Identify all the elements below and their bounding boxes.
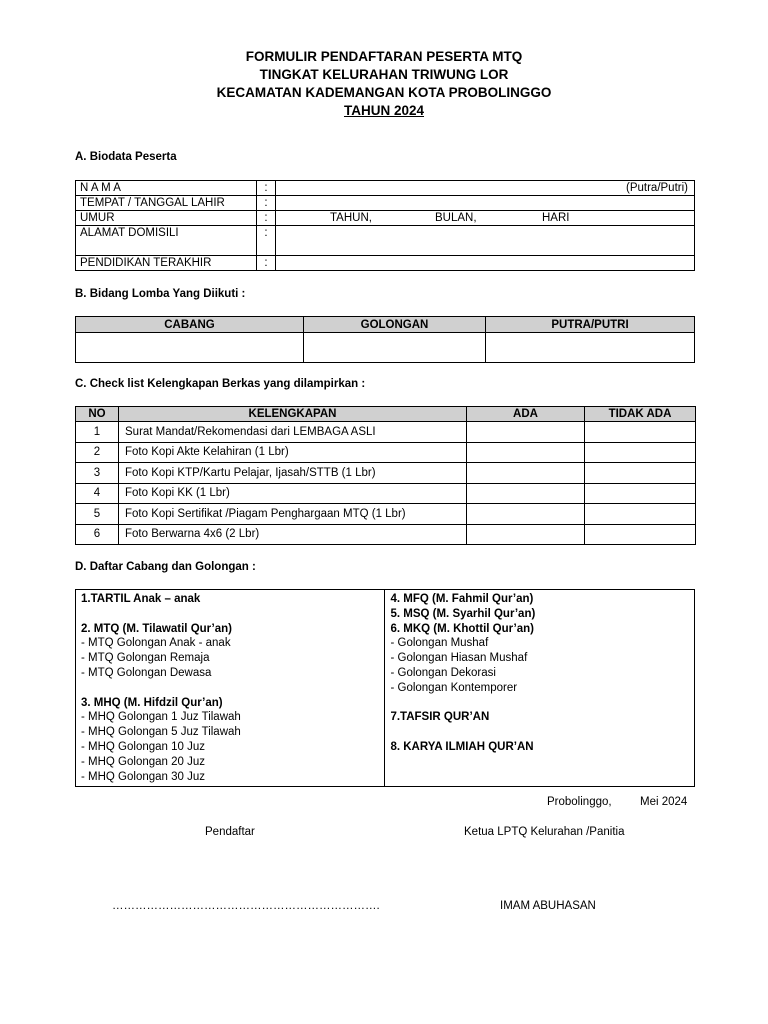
field-nama[interactable] bbox=[276, 181, 695, 196]
checkbox-tidak-ada[interactable] bbox=[585, 442, 696, 463]
signature-ketua-label: Ketua LPTQ Kelurahan /Panitia bbox=[464, 826, 625, 838]
row-item: Foto Kopi Akte Kelahiran (1 Lbr) bbox=[119, 442, 467, 463]
table-row bbox=[76, 442, 696, 463]
right-column bbox=[385, 590, 695, 787]
checkbox-ada[interactable] bbox=[467, 442, 585, 463]
col-tidak-ada: TIDAK ADA bbox=[585, 407, 696, 422]
table-row bbox=[76, 483, 696, 504]
checkbox-tidak-ada[interactable] bbox=[585, 483, 696, 504]
row-no: 6 bbox=[76, 524, 119, 545]
left-column bbox=[76, 590, 385, 787]
table-row bbox=[76, 524, 696, 545]
field-golongan[interactable] bbox=[304, 333, 486, 363]
table-header-row bbox=[76, 317, 695, 333]
checkbox-ada[interactable] bbox=[467, 483, 585, 504]
field-alamat[interactable] bbox=[276, 226, 695, 256]
cabang-mfq: 4. MFQ (M. Fahmil Qur’an) bbox=[390, 593, 534, 605]
row-no: 2 bbox=[76, 442, 119, 463]
row-item: Surat Mandat/Rekomendasi dari LEMBAGA ASLI bbox=[119, 422, 467, 443]
list-item: - MTQ Golongan Remaja bbox=[81, 652, 210, 665]
cabang-mhq: 3. MHQ (M. Hifdzil Qur’an) bbox=[81, 696, 223, 709]
row-no: 1 bbox=[76, 422, 119, 443]
field-cabang[interactable] bbox=[76, 333, 304, 363]
list-item: - MHQ Golongan 5 Juz Tilawah bbox=[81, 726, 241, 739]
biodata-table bbox=[75, 180, 695, 271]
label-nama: N A M A bbox=[76, 181, 257, 196]
label-pendidikan: PENDIDIKAN TERAKHIR bbox=[76, 256, 257, 271]
label-alamat: ALAMAT DOMISILI bbox=[76, 226, 257, 256]
list-item: - MHQ Golongan 20 Juz bbox=[81, 755, 206, 768]
list-item: - Golongan Hiasan Mushaf bbox=[390, 652, 528, 665]
row-item: Foto Kopi Sertifikat /Piagam Penghargaan MTQ (1 Lbr) bbox=[119, 504, 467, 525]
row-item: Foto Kopi KK (1 Lbr) bbox=[119, 483, 467, 504]
checkbox-ada[interactable] bbox=[467, 463, 585, 484]
cabang-msq: 5. MSQ (M. Syarhil Qur’an) bbox=[390, 607, 536, 620]
colon: : bbox=[257, 226, 276, 256]
list-item: - Golongan Kontemporer bbox=[390, 681, 518, 694]
colon: : bbox=[257, 211, 276, 226]
col-putra-putri: PUTRA/PUTRI bbox=[486, 317, 695, 333]
cabang-tafsir: 7.TAFSIR QUR’AN bbox=[390, 711, 490, 724]
footer-date: Mei 2024 bbox=[640, 796, 688, 808]
umur-bulan: BULAN, bbox=[435, 212, 477, 224]
col-cabang: CABANG bbox=[76, 317, 304, 333]
cabang-mtq: 2. MTQ (M. Tilawatil Qur’an) bbox=[81, 622, 233, 635]
field-pendidikan[interactable] bbox=[276, 256, 695, 271]
field-ttl[interactable] bbox=[276, 196, 695, 211]
daftar-cabang-table bbox=[75, 589, 695, 787]
checkbox-ada[interactable] bbox=[467, 524, 585, 545]
checkbox-tidak-ada[interactable] bbox=[585, 504, 696, 525]
cabang-tartil: 1.TARTIL Anak – anak bbox=[81, 593, 201, 605]
row-no: 5 bbox=[76, 504, 119, 525]
field-umur[interactable] bbox=[276, 211, 695, 226]
col-golongan: GOLONGAN bbox=[304, 317, 486, 333]
cabang-mkq: 6. MKQ (M. Khottil Qur’an) bbox=[390, 622, 534, 635]
header-year: TAHUN 2024 bbox=[343, 103, 425, 118]
label-ttl: TEMPAT / TANGGAL LAHIR bbox=[76, 196, 257, 211]
row-no: 3 bbox=[76, 463, 119, 484]
checklist-table bbox=[75, 406, 696, 545]
section-c-title: C. Check list Kelengkapan Berkas yang dilampirkan : bbox=[75, 378, 366, 390]
signature-ketua-name: IMAM ABUHASAN bbox=[500, 900, 596, 912]
header-line-1: FORMULIR PENDAFTARAN PESERTA MTQ bbox=[245, 49, 523, 64]
table-row bbox=[76, 256, 695, 271]
umur-hari: HARI bbox=[542, 212, 570, 224]
row-no: 4 bbox=[76, 483, 119, 504]
section-a-title: A. Biodata Peserta bbox=[75, 151, 177, 163]
col-no: NO bbox=[76, 407, 119, 422]
gender-hint: (Putra/Putri) bbox=[626, 182, 688, 194]
field-putra-putri[interactable] bbox=[486, 333, 695, 363]
signature-line[interactable]: ……………………………………………………………. bbox=[112, 900, 380, 912]
col-kelengkapan: KELENGKAPAN bbox=[119, 407, 467, 422]
checkbox-ada[interactable] bbox=[467, 422, 585, 443]
table-row bbox=[76, 504, 696, 525]
signature-pendaftar-label: Pendaftar bbox=[205, 826, 255, 838]
section-b-title: B. Bidang Lomba Yang Diikuti : bbox=[75, 288, 246, 300]
checkbox-tidak-ada[interactable] bbox=[585, 422, 696, 443]
colon: : bbox=[257, 181, 276, 196]
table-row bbox=[76, 181, 695, 196]
umur-tahun: TAHUN, bbox=[330, 212, 372, 224]
bidang-lomba-table bbox=[75, 316, 695, 363]
list-item: - MTQ Golongan Dewasa bbox=[81, 666, 212, 679]
list-item: - MTQ Golongan Anak - anak bbox=[81, 637, 231, 650]
table-row bbox=[76, 196, 695, 211]
table-row bbox=[76, 590, 695, 787]
checkbox-ada[interactable] bbox=[467, 504, 585, 525]
table-row bbox=[76, 422, 696, 443]
table-row bbox=[76, 333, 695, 363]
list-item: - MHQ Golongan 30 Juz bbox=[81, 770, 206, 783]
col-ada: ADA bbox=[467, 407, 585, 422]
list-item: - MHQ Golongan 10 Juz bbox=[81, 740, 206, 753]
header-line-3: KECAMATAN KADEMANGAN KOTA PROBOLINGGO bbox=[216, 85, 552, 100]
checkbox-tidak-ada[interactable] bbox=[585, 524, 696, 545]
checkbox-tidak-ada[interactable] bbox=[585, 463, 696, 484]
table-row bbox=[76, 211, 695, 226]
label-umur: UMUR bbox=[76, 211, 257, 226]
list-item: - MHQ Golongan 1 Juz Tilawah bbox=[81, 711, 241, 724]
colon: : bbox=[257, 256, 276, 271]
cabang-karya-ilmiah: 8. KARYA ILMIAH QUR’AN bbox=[390, 740, 534, 753]
footer-place: Probolinggo, bbox=[547, 796, 612, 808]
header-line-2: TINGKAT KELURAHAN TRIWUNG LOR bbox=[259, 67, 509, 82]
table-row bbox=[76, 226, 695, 256]
table-header-row bbox=[76, 407, 696, 422]
table-row bbox=[76, 463, 696, 484]
row-item: Foto Berwarna 4x6 (2 Lbr) bbox=[119, 524, 467, 545]
list-item: - Golongan Dekorasi bbox=[390, 666, 496, 679]
form-header bbox=[0, 48, 768, 120]
colon: : bbox=[257, 196, 276, 211]
section-d-title: D. Daftar Cabang dan Golongan : bbox=[75, 561, 256, 573]
row-item: Foto Kopi KTP/Kartu Pelajar, Ijasah/STTB (1 Lbr) bbox=[119, 463, 467, 484]
list-item: - Golongan Mushaf bbox=[390, 637, 489, 650]
